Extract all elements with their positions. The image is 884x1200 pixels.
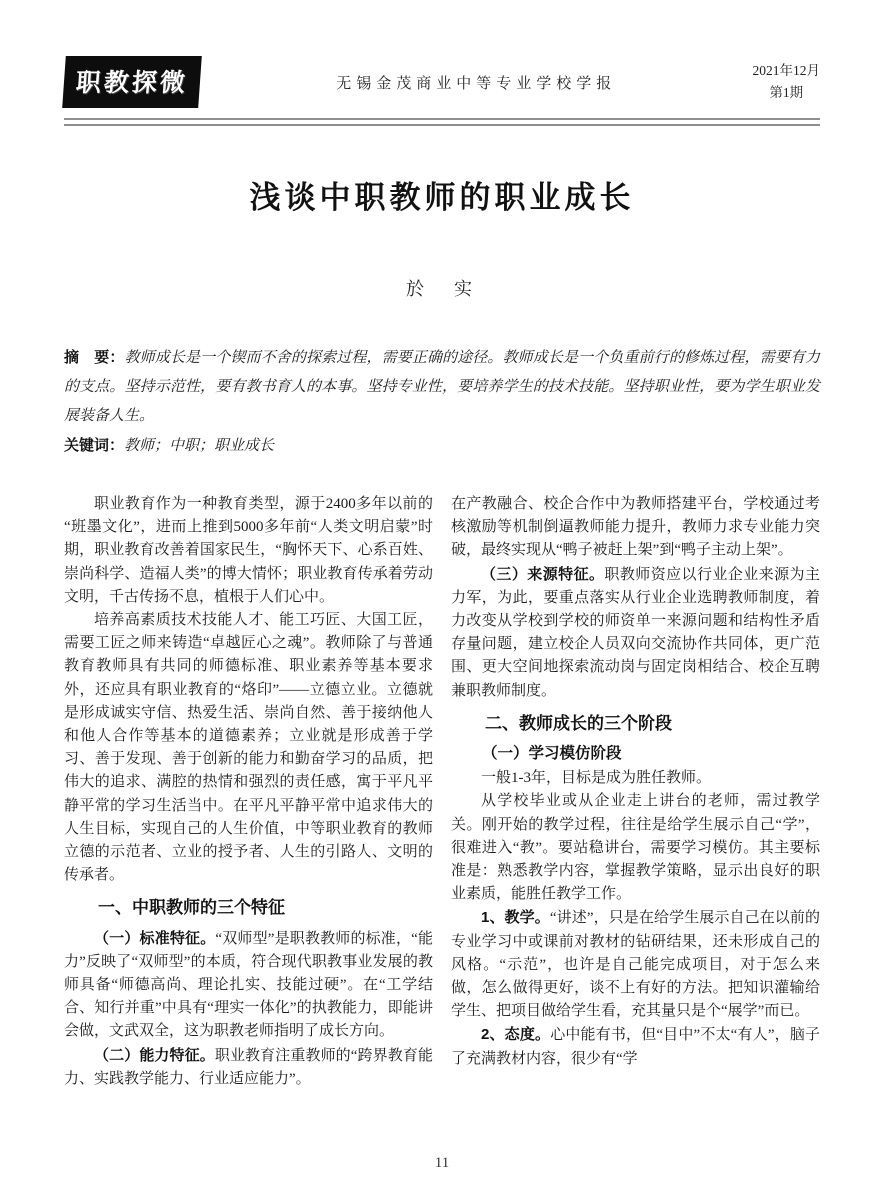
right-column: [451, 493, 820, 1071]
paragraph-text: 一般1-3年，目标是成为胜任教师。: [481, 770, 711, 787]
issue-info: [753, 60, 821, 105]
header-divider: [64, 118, 820, 126]
paragraph-lead: （三）来源特征。: [481, 565, 605, 583]
subsection-heading: （一）学习模仿阶段: [482, 745, 622, 763]
paragraph: [64, 493, 433, 609]
paragraph: [451, 493, 820, 563]
article-title: 浅谈中职教师的职业成长: [249, 180, 635, 215]
issue-number: 第1期: [769, 85, 804, 100]
page-number: 11: [434, 1155, 450, 1171]
section-heading: 一、中职教师的三个特征: [98, 898, 285, 918]
body-columns: [64, 493, 820, 1155]
paragraph-lead: （二）能力特征。: [94, 1046, 215, 1064]
paragraph-text: 在产教融合、校企合作中为教师搭建平台，学校通过考核激励等机制倒逼教师能力提升，教师力求专业能力突破，最终实现从“鸭子被赶上架”到“鸭子主动上架”。: [451, 496, 820, 559]
page-header: [64, 56, 820, 108]
paragraph-lead: 1、教学。: [481, 909, 550, 927]
journal-title: 无锡金茂商业中等专业学校学报: [336, 75, 617, 92]
keywords-label: 关键词：: [64, 437, 125, 454]
abstract-label: 摘 要：: [64, 349, 125, 366]
paragraph: [64, 609, 433, 887]
paragraph-text: 培养高素质技术技能人才、能工巧匠、大国工匠，需要工匠之师来铸造“卓越匠心之魂”。教师除了与普通教育教师具有共同的师德标准、职业素养等基本要求外，还应具有职业教育的“烙印”——立德立业。立德就是形成诚实守信、热爱生活、崇尚自然、善于接纳他人和他人合作等基本的道德素养；立业就是形成善于学习、善于发现、善于创新的能力和勤奋学习的品质，把伟大的追求、满腔的热情和强烈的责任感，寓于平凡平静平常的学习生活当中。在平凡平静平常中追求伟大的人生目标，实现自己的人生价值，中等职业教育的教师立德的示范者、立业的授予者、人生的引路人、文明的传承者。: [64, 612, 433, 884]
paragraph-lead: （一）标准特征。: [94, 929, 216, 947]
paragraph: [451, 767, 820, 790]
paragraph-text: 从学校毕业或从企业走上讲台的老师，需过教学关。刚开始的教学过程，往往是给学生展示自己“学”，很难进入“教”。要站稳讲台，需要学习模仿。其主要标准是：熟悉教学内容，掌握教学策略，显示出良好的职业素质，能胜任教学工作。: [451, 793, 820, 903]
paragraph-text: 职教师资应以行业企业来源为主力军，为此，要重点落实从行业企业选聘教师制度，着力改变从学校到学校的师资单一来源问题和结构性矛盾存量问题，建立校企人员双向交流协作共同体，更广范围、更大空间地探索流动岗与固定岗相结合、校企互聘兼职教师制度。: [451, 566, 820, 699]
keywords-block: [64, 431, 820, 461]
paragraph-text: “讲述”，只是在给学生展示自己在以前的专业学习中或课前对教材的钻研结果，还未形成自己的风格。“示范”，也许是自己能完成项目，对于怎么来做，怎么做得更好，谈不上有好的方法。把知识灌输给学生、把项目做给学生看，充其量只是个“展学”而已。: [451, 910, 820, 1020]
issue-date: 2021年12月: [752, 62, 820, 78]
paragraph-text: 心中能有书，但“目中”不太“有人”，脑子了充满教材内容，很少有“学: [451, 1027, 820, 1067]
abstract-text: 教师成长是一个锲而不舍的探索过程，需要正确的途径。教师成长是一个负重前行的修炼过程，需要有力的支点。坚持示范性，要有教书育人的本事。坚持专业性，要培养学生的技术技能。坚持职业性，要为学生职业发展装备人生。: [64, 350, 820, 424]
paragraph: [64, 1044, 433, 1091]
journal-logo: 职教探微: [62, 56, 202, 108]
abstract-block: [64, 343, 820, 431]
paragraph-text: “双师型”是职教教师的标准，“能力”反映了“双师型”的本质，符合现代职教事业发展的教师具备“师德高尚、理论扎实、技能过硬”。在“工学结合、知行并重”中具有“理实一体化”的执教能力，即能讲会做，文武双全，这为职教老师指明了成长方向。: [64, 930, 433, 1040]
paragraph: [451, 790, 820, 906]
section-heading: 二、教师成长的三个阶段: [485, 713, 672, 733]
keywords-text: 教师；中职；职业成长: [124, 438, 275, 454]
paragraph: [451, 906, 820, 1023]
paragraph-lead: 2、态度。: [481, 1026, 551, 1044]
paragraph-text: 职业教育作为一种教育类型，源于2400多年以前的“班墨文化”，进而上推到5000多年前“人类文明启蒙”时期，职业教育改善着国家民生，“胸怀天下、心系百姓、崇尚科学、造福人类”的博大情怀；职业教育传承着劳动文明，千古传扬不息，植根于人们心中。: [64, 496, 433, 605]
paragraph: [64, 927, 433, 1044]
paragraph-text: 职业教育注重教师的“跨界教育能力、实践教学能力、行业适应能力”。: [64, 1047, 433, 1087]
paragraph: [451, 1023, 820, 1070]
paragraph: [451, 563, 820, 703]
article-author: 於 实: [406, 279, 478, 299]
left-column: [64, 493, 433, 1091]
